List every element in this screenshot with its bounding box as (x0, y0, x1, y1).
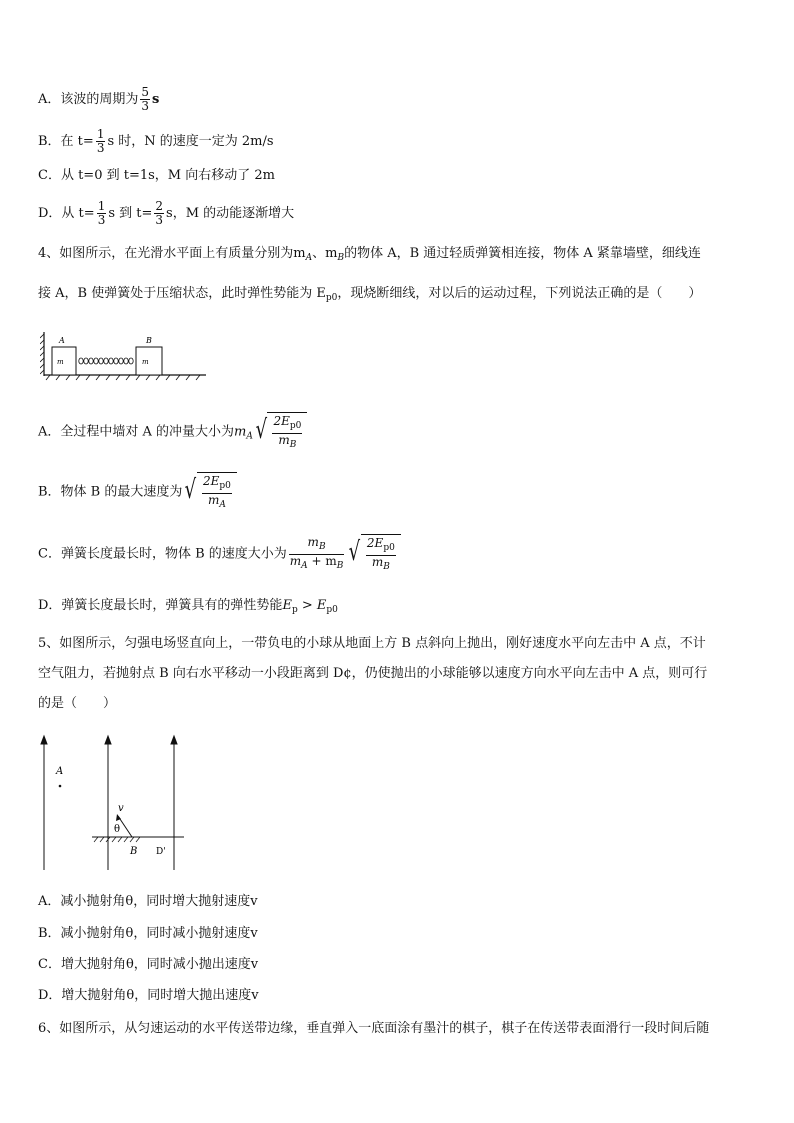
expr-m: m (289, 553, 302, 568)
q3-option-b-prefix: B．在 t= (38, 134, 94, 149)
subscript: B (318, 541, 326, 552)
mass-b-label: m (142, 358, 149, 366)
q4-option-a-text: A．全过程中墙对 A 的冲量大小为 (38, 424, 235, 440)
expr-2e: 2E (273, 414, 290, 428)
q4-stem-text: 的物体 A，B 通过轻质弹簧相连接，物体 A 紧靠墙壁，细线连 (344, 246, 701, 261)
sqrt-fraction (366, 537, 396, 574)
q4-option-a (38, 412, 307, 455)
subscript: B (383, 562, 390, 572)
subscript: B (336, 560, 344, 571)
subscript: B (337, 253, 345, 263)
expr-2e: 2E (202, 474, 220, 488)
subscript: p0 (325, 293, 338, 303)
q3-option-b-suffix: s 时，N 的速度一定为 2m/s (107, 134, 274, 149)
q5-stem-line2: 空气阻力，若抛射点 B 向右水平移动一小段距离到 D¢，仍使抛出的小球能够以速度方向水平向左击中 A 点，则可行 (38, 666, 708, 681)
q4-stem-line1 (38, 244, 701, 268)
expr-m: m (207, 493, 220, 507)
point-b-label: B (130, 846, 138, 857)
q5-stem-line3: 的是（ ） (38, 696, 117, 711)
subscript: B (289, 440, 297, 450)
fraction-denominator: 3 (96, 141, 105, 155)
q3-option-d (38, 200, 294, 227)
q3-option-d-mid: s 到 t= (108, 206, 153, 221)
expr-2e: 2E (366, 536, 384, 550)
q4-spring-diagram (40, 330, 210, 382)
point-d-label: D' (156, 847, 166, 857)
expr-m: m (278, 433, 290, 447)
fraction-numerator: 1 (96, 127, 105, 141)
q4-option-d (38, 596, 338, 620)
block-b (136, 347, 162, 375)
mass-ratio-fraction (289, 536, 345, 573)
q3-option-a (38, 86, 159, 113)
q3-option-d-suffix: s，M 的动能逐渐增大 (166, 206, 295, 221)
q3-option-b (38, 128, 274, 155)
sqrt-expression: √ $\frac{2E_{p0}}{m_B}$ (253, 412, 307, 452)
subscript: A (301, 560, 308, 571)
q6-stem-line1: 6、如图所示，从匀速运动的水平传送带边缘，垂直弹入一底面涂有墨汁的棋子，棋子在传送带表面滑行一段时间后随 (38, 1021, 710, 1036)
ground-hatching (94, 837, 140, 842)
fraction-numerator: 1 (97, 199, 106, 213)
block-a (52, 347, 76, 375)
block-a-label: A (59, 336, 65, 345)
expr-e: E (282, 598, 292, 613)
q5-option-b: B．减小抛射角θ，同时减小抛射速度v (38, 926, 258, 941)
q4-option-c-text: C．弹簧长度最长时，物体 B 的速度大小为 (38, 546, 287, 562)
subscript: A (305, 253, 313, 263)
velocity-label: v (118, 803, 124, 814)
q4-stem-text: 、m (312, 246, 338, 261)
q3-option-a-unit: s (152, 92, 160, 107)
subscript: A (219, 500, 226, 510)
sqrt-fraction (272, 415, 302, 452)
q3-option-c: C．从 t=0 到 t=1s，M 向右移动了 2m (38, 168, 275, 183)
q3-option-d-prefix: D．从 t= (38, 206, 95, 221)
mass-a-label: m (57, 358, 64, 366)
point-a (59, 785, 62, 788)
sqrt-expression: √ $\frac{2E_{p0}}{m_A}$ (182, 472, 236, 512)
fraction-denominator: 3 (141, 99, 150, 113)
q5-stem-line1: 5、如图所示，匀强电场竖直向上，一带负电的小球从地面上方 B 点斜向上抛出，刚好速度水平向左击中 A 点，不计 (38, 636, 706, 651)
angle-label: θ (114, 824, 121, 835)
expr-gt: > E (297, 598, 327, 613)
q5-option-c: C．增大抛射角θ，同时减小抛出速度v (38, 957, 259, 972)
fraction-numerator: 2 (155, 199, 164, 213)
sqrt-fraction (202, 475, 232, 512)
q3-option-a-text: A．该波的周期为 (38, 92, 139, 107)
fraction-denominator: 3 (97, 213, 106, 227)
q3-option-d-fraction-1 (97, 200, 107, 227)
q3-option-d-fraction-2 (154, 200, 164, 227)
q4-option-b-text: B．物体 B 的最大速度为 (38, 484, 183, 500)
q4-stem-text: ，现烧断细线，对以后的运动过程，下列说法正确的是（ ） (337, 286, 702, 301)
q4-stem-text: 4、如图所示，在光滑水平面上有质量分别为m (38, 246, 306, 261)
floor-hatching (46, 375, 200, 380)
sqrt-expression: √ $\frac{2E_{p0}}{m_B}$ (346, 534, 400, 574)
subscript: p0 (289, 421, 302, 431)
q4-option-d-text: D．弹簧长度最长时，弹簧具有的弹性势能 (38, 598, 283, 613)
q5-option-d: D．增大抛射角θ，同时增大抛出速度v (38, 988, 259, 1003)
fraction-numerator: 5 (141, 85, 150, 99)
q3-option-b-fraction (96, 128, 106, 155)
fraction-denominator: 3 (155, 213, 164, 227)
subscript: p0 (383, 543, 395, 553)
subscript: p (291, 605, 298, 615)
expr-m: m (307, 534, 319, 549)
q5-option-a: A．减小抛射角θ，同时增大抛射速度v (38, 894, 258, 909)
expr-m: m (371, 555, 384, 569)
point-a-label: A (56, 766, 64, 777)
subscript: p0 (326, 605, 338, 615)
subscript: p0 (219, 481, 231, 491)
spring (79, 358, 133, 364)
q4-stem-line2 (38, 284, 701, 308)
q4-stem-text: 接 A，B 使弹簧处于压缩状态，此时弹性势能为 E (38, 286, 326, 301)
subscript: A (246, 431, 253, 442)
expr-plus: + m (307, 553, 337, 568)
q3-option-a-fraction (140, 86, 150, 113)
q4-option-b (38, 472, 237, 512)
expr-m: m (234, 424, 247, 440)
q5-field-diagram (36, 734, 196, 874)
q4-option-c (38, 534, 401, 574)
block-b-label: B (146, 336, 152, 345)
